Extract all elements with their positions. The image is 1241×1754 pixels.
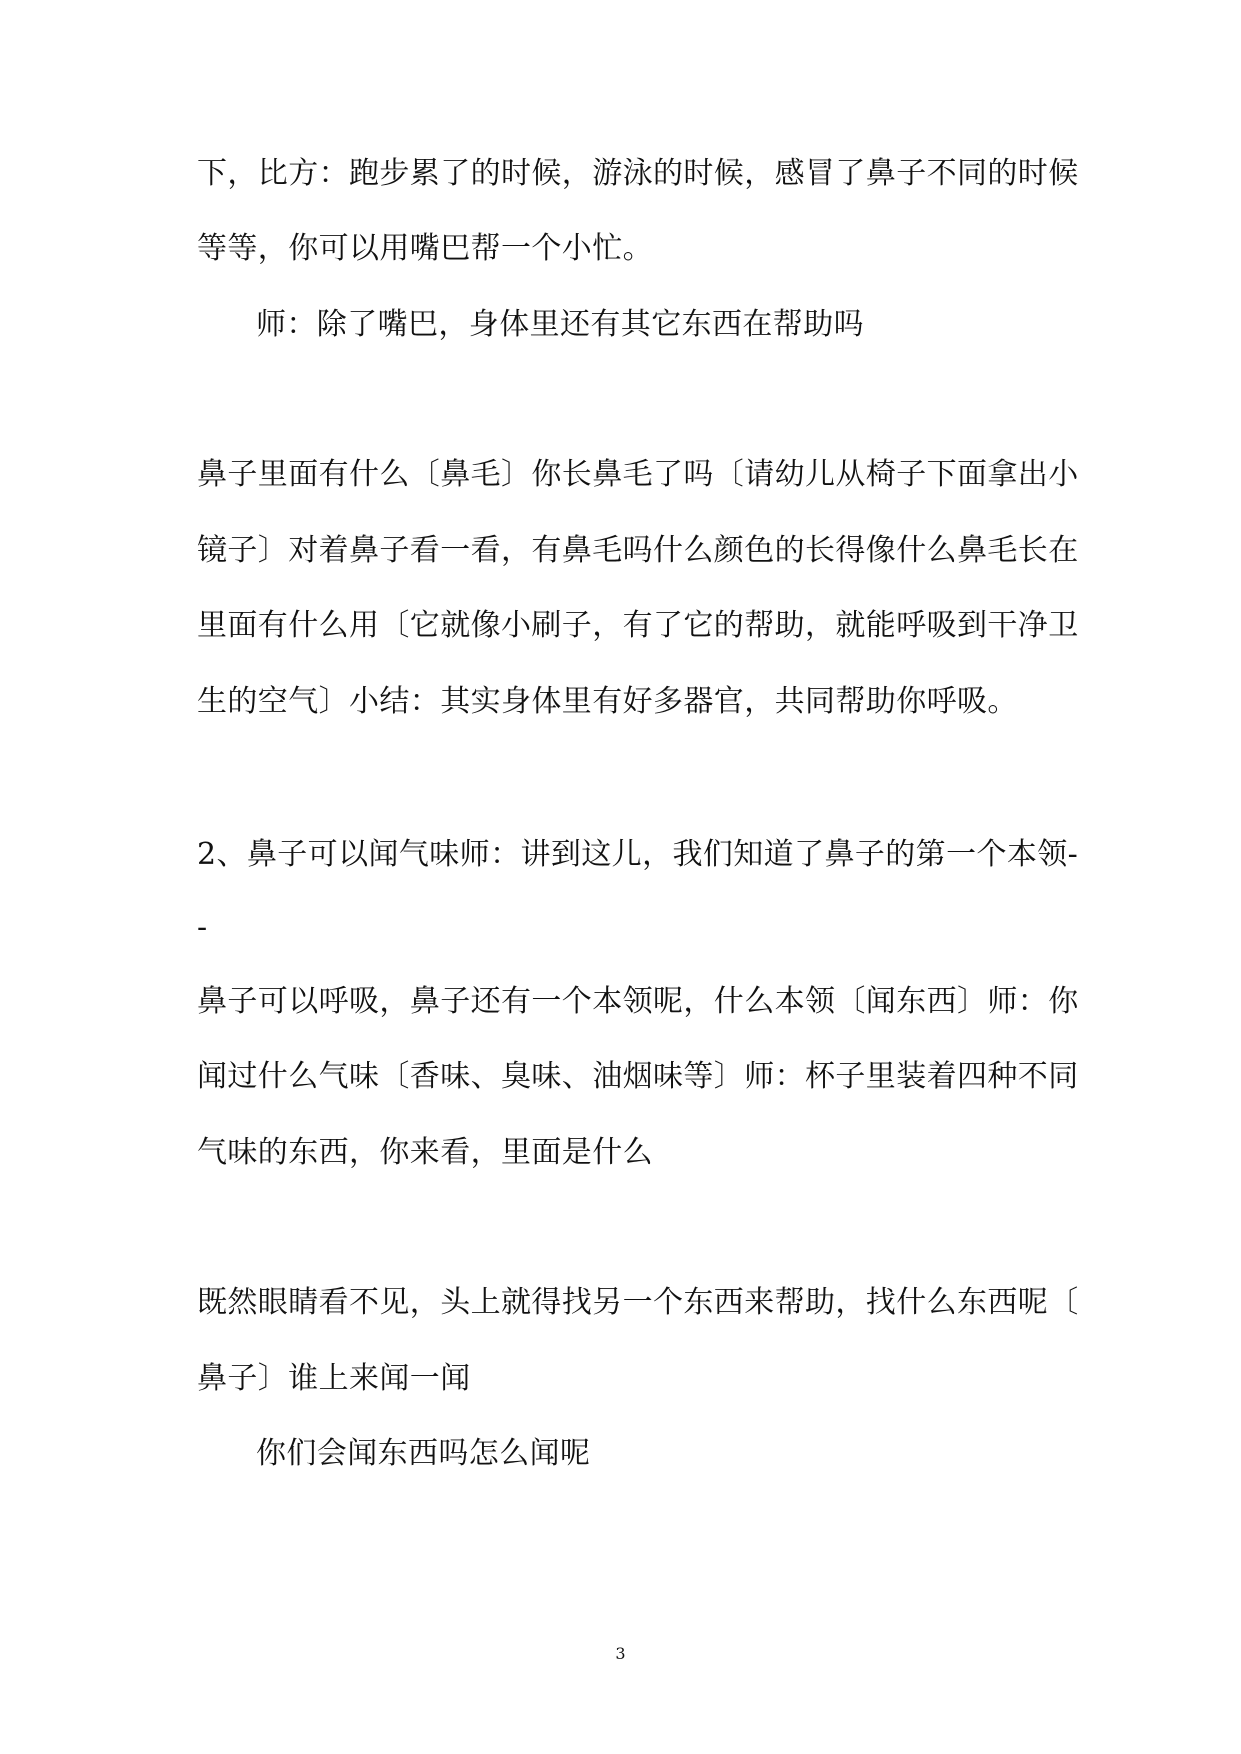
text-line: 师：除了嘴巴，身体里还有其它东西在帮助吗 <box>256 307 864 342</box>
text-line: 镜子〕对着鼻子看一看，有鼻毛吗什么颜色的长得像什么鼻毛长在 <box>197 533 1079 568</box>
page-number: 3 <box>615 1644 626 1663</box>
text-line: 鼻子可以呼吸，鼻子还有一个本领呢，什么本领〔闻东西〕师：你 <box>197 984 1079 1019</box>
text-line: 既然眼睛看不见，头上就得找另一个东西来帮助，找什么东西呢〔 <box>197 1285 1079 1320</box>
text-line: 鼻子〕谁上来闻一闻 <box>197 1361 471 1396</box>
text-line: - <box>197 910 208 945</box>
text-line: 2、鼻子可以闻气味师：讲到这儿，我们知道了鼻子的第一个本领- <box>197 837 1079 872</box>
text-line: 里面有什么用〔它就像小刷子，有了它的帮助，就能呼吸到干净卫 <box>197 608 1079 643</box>
text-line: 等等，你可以用嘴巴帮一个小忙。 <box>197 231 653 266</box>
text-line: 你们会闻东西吗怎么闻呢 <box>256 1436 591 1471</box>
text-line: 气味的东西，你来看，里面是什么 <box>197 1135 653 1170</box>
text-line: 下，比方：跑步累了的时候，游泳的时候，感冒了鼻子不同的时候 <box>197 156 1079 191</box>
text-line: 生的空气〕小结：其实身体里有好多器官，共同帮助你呼吸。 <box>197 684 1018 719</box>
text-line: 鼻子里面有什么〔鼻毛〕你长鼻毛了吗〔请幼儿从椅子下面拿出小 <box>197 457 1079 492</box>
text-line: 闻过什么气味〔香味、臭味、油烟味等〕师：杯子里装着四种不同 <box>197 1059 1079 1094</box>
